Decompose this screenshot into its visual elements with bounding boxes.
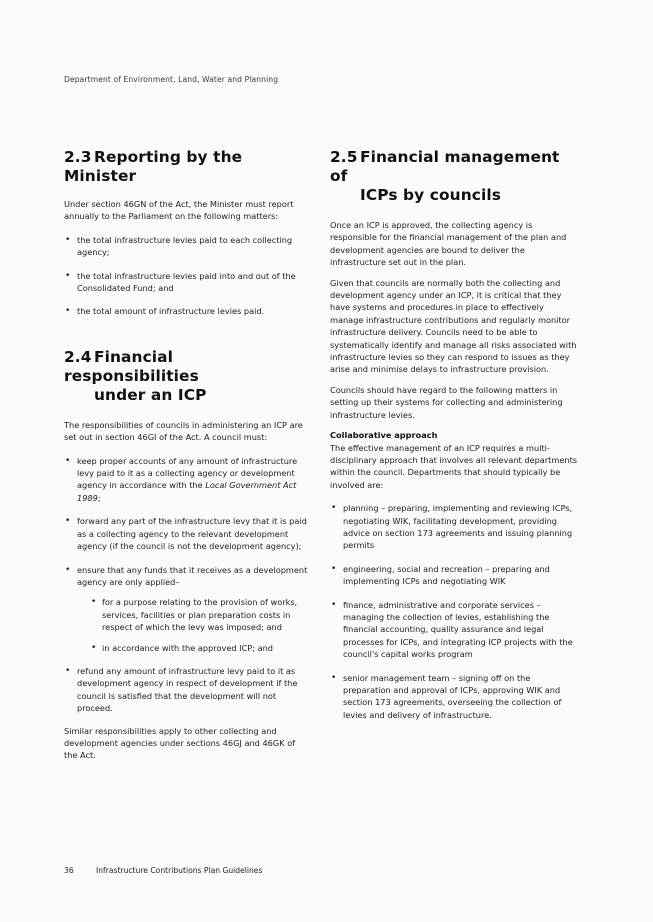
section-2-4-intro: The responsibilities of councils in administering an ICP are set out in section 46GI of the Act. A council must: xyxy=(64,419,303,443)
nested-list xyxy=(90,596,308,654)
act-citation: Local Government Act 1989 xyxy=(77,480,297,503)
page-footer xyxy=(64,866,262,875)
page-number: 36 xyxy=(64,866,74,875)
list-item: • finance, administrative and corporate services – managing the collection of levies, establishing the financial accounting, quality assurance and legal processes for ICPs, and integrating ICP projects with the council's capital works program xyxy=(330,599,578,661)
section-2-4-heading xyxy=(64,348,308,405)
section-2-3-list xyxy=(64,234,308,318)
section-2-4-list xyxy=(64,455,308,715)
section-2-3-intro: Under section 46GN of the Act, the Minister must report annually to the Parliament on the following matters: xyxy=(64,199,294,222)
list-item: • keep proper accounts of any amount of infrastructure levy paid to it as a collecting agency or development agency in accordance with the Local Government Act 1989; xyxy=(64,455,308,505)
list-item: • planning – preparing, implementing and reviewing ICPs, negotiating WIK, facilitating development, providing advice on section 173 agreements and issuing planning permits xyxy=(330,502,578,552)
section-title: Reporting by the Minister xyxy=(64,148,243,185)
departments-list xyxy=(330,502,578,721)
section-2-3-heading xyxy=(64,148,308,186)
nested-list-item: • for a purpose relating to the provision of works, services, facilities or plan preparation costs in respect of which the levy was imposed; and xyxy=(90,596,308,633)
list-item: • ensure that any funds that it receives as a development agency are only applied– • for a purpose relating to the provision of works, services, facilities or plan preparation costs in respect of which the levy was imposed; and • in accordance with the approved ICP; and xyxy=(64,564,308,654)
subheading: Collaborative approach xyxy=(330,430,438,441)
list-item: • the total amount of infrastructure levies paid. xyxy=(64,305,308,317)
paragraph: Once an ICP is approved, the collecting agency is responsible for the financial management of the plan and development agencies are bound to deliver the infrastructure set out in the plan. xyxy=(330,220,567,268)
section-title-line2: under an ICP xyxy=(94,385,207,404)
section-2-4-closing: Similar responsibilities apply to other collecting and development agencies under sections 46GJ and 46GK of the Act. xyxy=(64,725,296,761)
list-item: • refund any amount of infrastructure levy paid to it as development agency in respect of development if the council is satisfied that the development will not proceed. xyxy=(64,665,308,715)
section-2-5-heading xyxy=(330,148,578,205)
nested-list-item: • in accordance with the approved ICP; and xyxy=(90,642,308,654)
paragraph: Councils should have regard to the following matters in setting up their systems for collecting and administering infrastructure levies. xyxy=(330,384,563,420)
list-item: • forward any part of the infrastructure levy that it is paid as a collecting agency to the relevant development agency (if the council is not the development agency); xyxy=(64,515,308,552)
paragraph: The effective management of an ICP requires a multi-disciplinary approach that involves all relevant departments within the council. Departments that should typically be involved are: xyxy=(330,442,578,490)
section-number: 2.5 xyxy=(330,148,358,166)
list-item: • the total infrastructure levies paid to each collecting agency; xyxy=(64,234,308,259)
list-item: • engineering, social and recreation – preparing and implementing ICPs and negotiating WIK xyxy=(330,563,578,588)
right-column xyxy=(330,148,578,721)
section-title-line2: ICPs by councils xyxy=(360,186,502,204)
left-column xyxy=(64,148,308,762)
section-title-line1: Financial responsibilities xyxy=(64,347,199,385)
running-header: Department of Environment, Land, Water and Planning xyxy=(64,75,279,84)
list-item: • senior management team – signing off on the preparation and approval of ICPs, approving WIK and section 173 agreements, overseeing the collection of levies and delivery of infrastructure. xyxy=(330,672,578,722)
document-title: Infrastructure Contributions Plan Guidelines xyxy=(96,866,263,875)
paragraph: Given that councils are normally both the collecting and development agency under an ICP, it is critical that they have systems and procedures in place to effectively manage infrastructure contributions and regularly monitor infrastructure delivery. Councils need to be able to systematically identify and manage all risks associated with infrastructure levies so they can respond to issues as they arise and minimise delays to infrastructure provision. xyxy=(330,277,577,375)
section-title-line1: Financial management of xyxy=(330,148,560,185)
section-number: 2.3 xyxy=(64,148,92,166)
list-item: • the total infrastructure levies paid into and out of the Consolidated Fund; and xyxy=(64,270,308,295)
section-number: 2.4 xyxy=(64,347,92,366)
